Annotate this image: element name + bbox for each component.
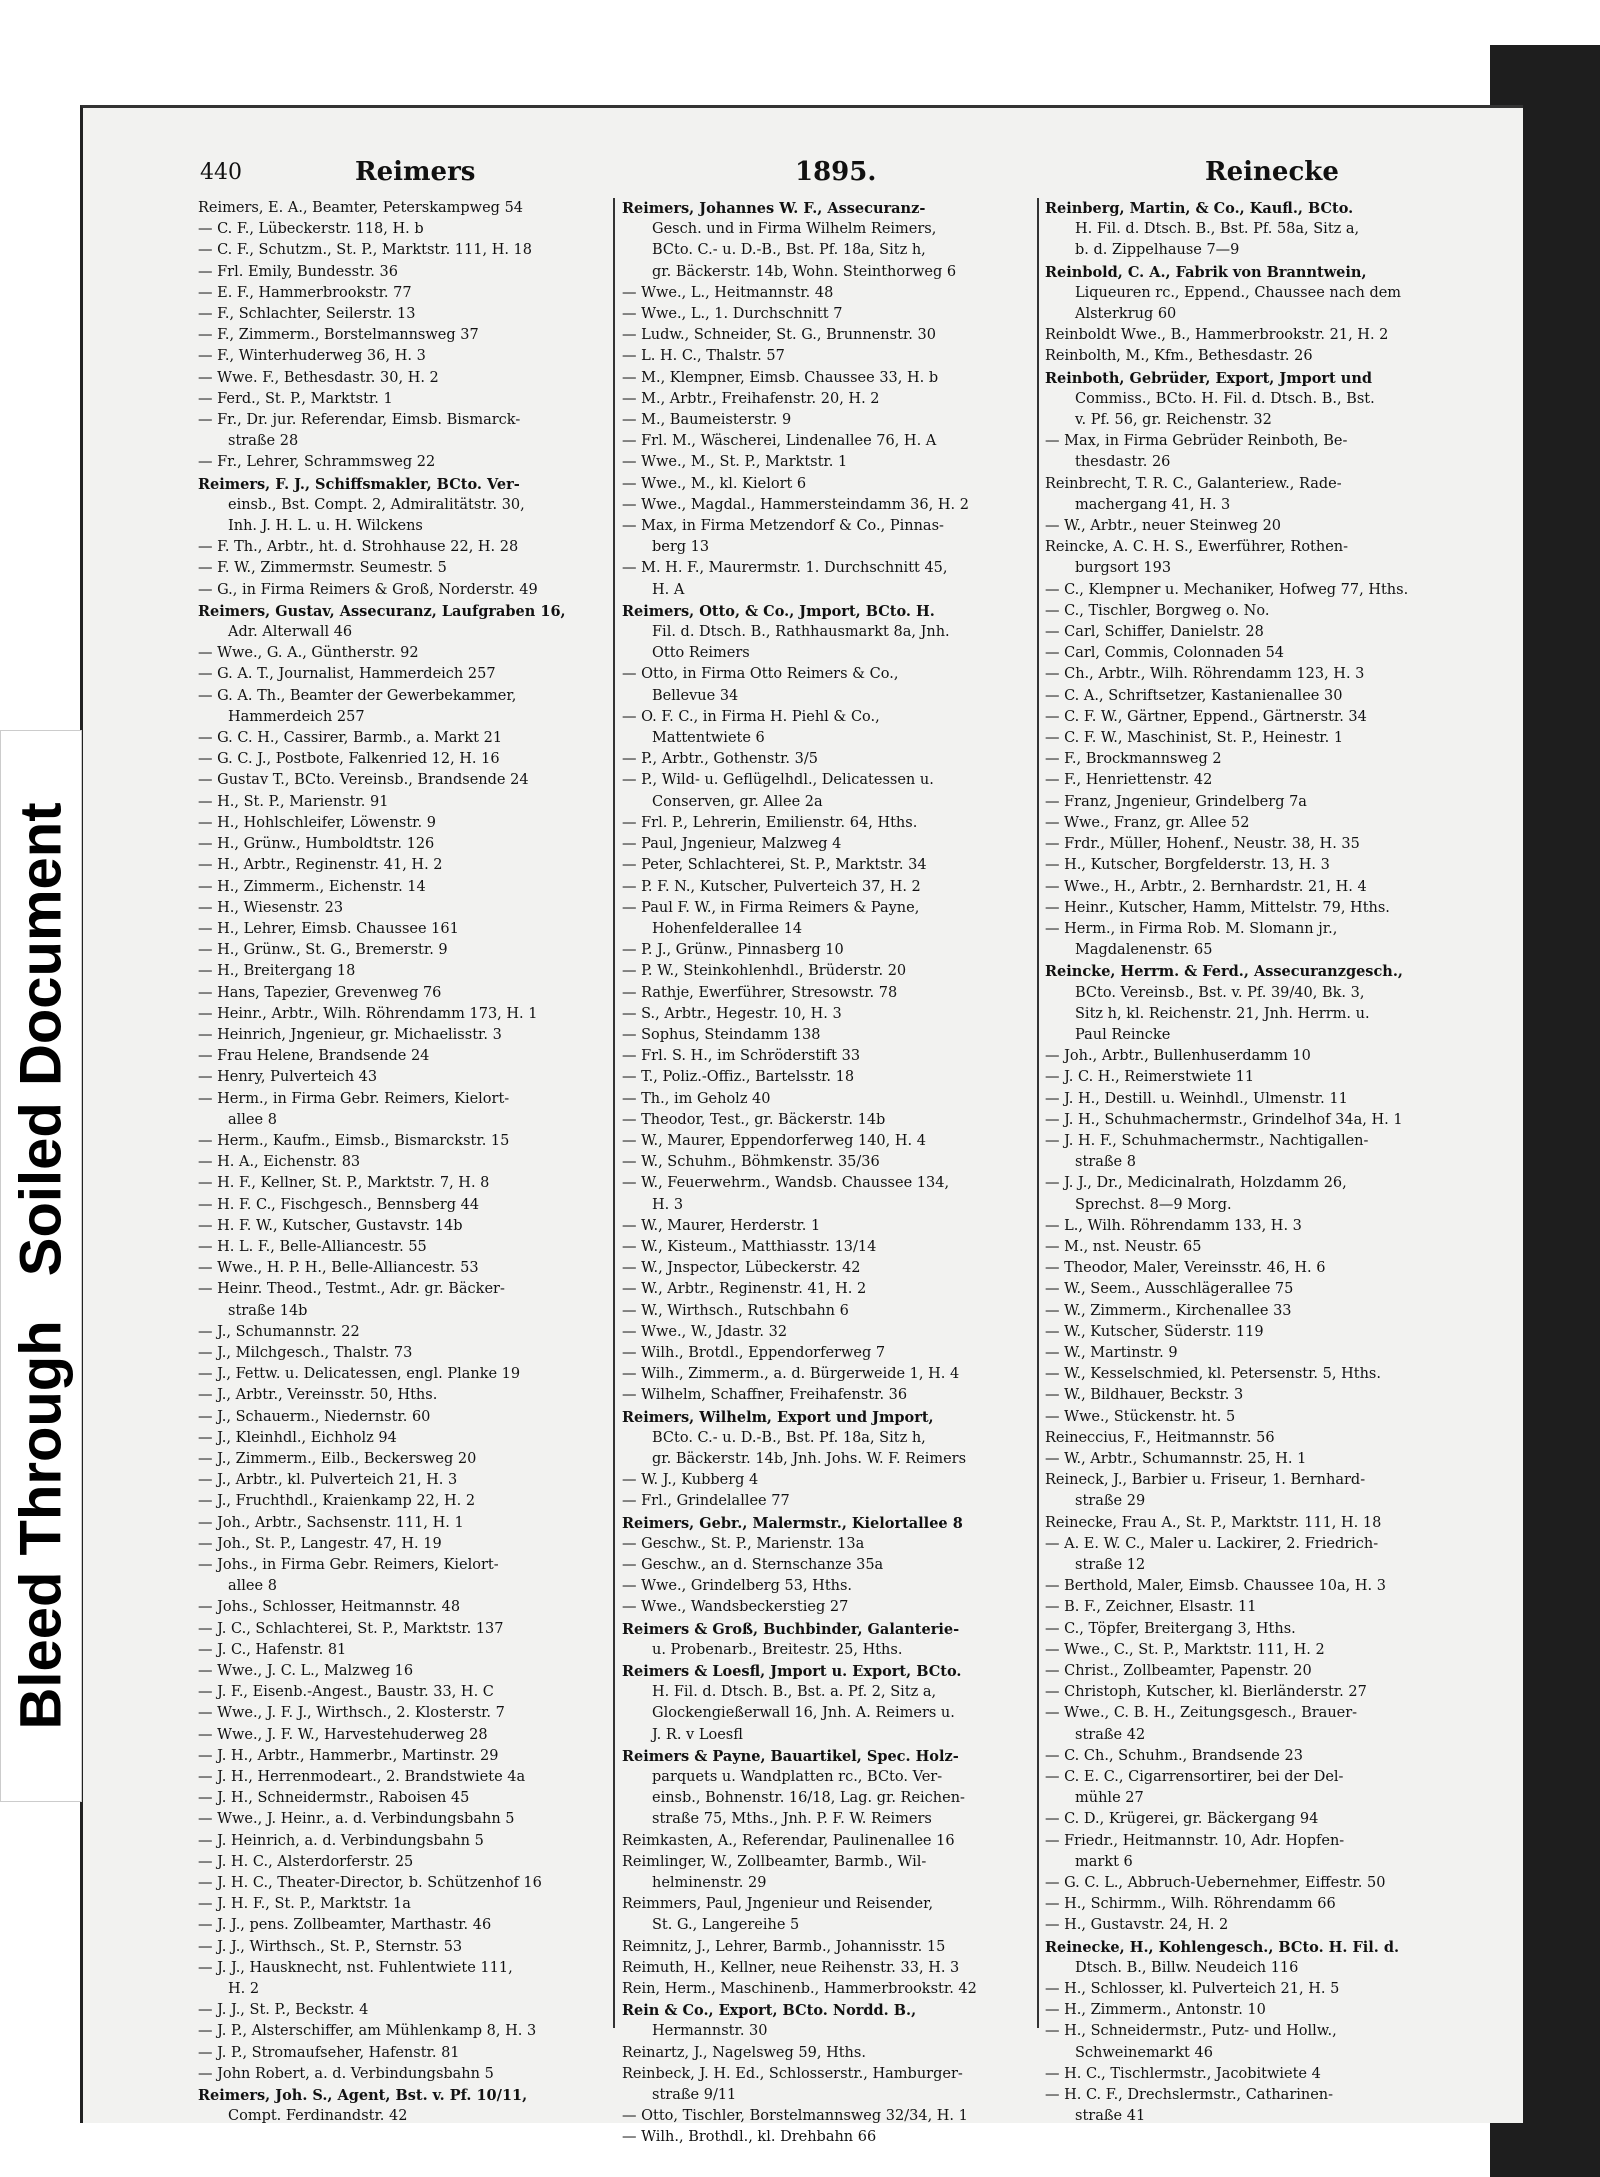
directory-entry: — G. A. T., Journalist, Hammerdeich 257 <box>198 666 496 683</box>
directory-entry: — Herm., in Firma Rob. M. Slomann jr., <box>1045 920 1338 937</box>
directory-entry: — H. L. F., Belle-Alliancestr. 55 <box>198 1238 427 1255</box>
directory-entry: — C. A., Schriftsetzer, Kastanienallee 30 <box>1045 687 1343 704</box>
directory-entry: — J. H. C., Alsterdorferstr. 25 <box>198 1853 414 1870</box>
directory-entry: St. G., Langereihe 5 <box>652 1917 800 1934</box>
directory-entry: — H., Wiesenstr. 23 <box>198 899 344 916</box>
directory-entry: — J. J., Wirthsch., St. P., Sternstr. 53 <box>198 1938 463 1955</box>
directory-entry: Reinbold, C. A., Fabrik von Branntwein, <box>1045 263 1367 281</box>
directory-entry: Reimers, Gustav, Assecuranz, Laufgraben 16, <box>198 602 566 620</box>
directory-entry: straße 75, Mths., Jnh. P. F. W. Reimers <box>652 1811 932 1828</box>
directory-entry: — J., Milchgesch., Thalstr. 73 <box>198 1344 413 1361</box>
directory-entry: — W., Wirthsch., Rutschbahn 6 <box>622 1302 849 1319</box>
directory-entry: — M., Baumeisterstr. 9 <box>622 412 792 429</box>
directory-entry: — Wwe., J. Heinr., a. d. Verbindungsbahn 5 <box>198 1811 515 1828</box>
directory-entry: Otto Reimers <box>652 645 750 662</box>
directory-entry: Glockengießerwall 16, Jnh. A. Reimers u. <box>652 1705 955 1722</box>
directory-entry: — J., Kleinhdl., Eichholz 94 <box>198 1429 397 1446</box>
directory-entry: — Frl., Grindelallee 77 <box>622 1493 790 1510</box>
page-number: 440 <box>200 160 242 185</box>
directory-entry: Paul Reincke <box>1075 1026 1171 1043</box>
directory-entry: — Theodor, Maler, Vereinsstr. 46, H. 6 <box>1045 1260 1326 1277</box>
directory-entry: — C. F., Schutzm., St. P., Marktstr. 111, H. 18 <box>198 242 533 259</box>
directory-entry: — J. H. F., St. P., Marktstr. 1a <box>198 1896 411 1913</box>
directory-entry: allee 8 <box>228 1578 277 1595</box>
directory-entry: — Joh., St. P., Langestr. 47, H. 19 <box>198 1535 442 1552</box>
directory-entry: Alsterkrug 60 <box>1075 306 1177 323</box>
directory-entry: berg 13 <box>652 539 710 556</box>
directory-entry: — J. Heinrich, a. d. Verbindungsbahn 5 <box>198 1832 484 1849</box>
directory-entry: straße 28 <box>228 433 299 450</box>
directory-entry: u. Probenarb., Breitestr. 25, Hths. <box>652 1641 903 1658</box>
directory-entry: — Wwe., Wandsbeckerstieg 27 <box>622 1599 849 1616</box>
directory-entry: Reincke, Herrm. & Ferd., Assecuranzgesch., <box>1045 963 1403 981</box>
directory-entry: — J., Arbtr., kl. Pulverteich 21, H. 3 <box>198 1472 458 1489</box>
directory-entry: — Joh., Arbtr., Bullenhuserdamm 10 <box>1045 1048 1311 1065</box>
directory-entry: — P., Arbtr., Gothenstr. 3/5 <box>622 751 818 768</box>
directory-entry: — H., Kutscher, Borgfelderstr. 13, H. 3 <box>1045 857 1330 874</box>
directory-entry: Reimers & Groß, Buchbinder, Galanterie- <box>622 1620 960 1638</box>
directory-entry: — H., Schneidermstr., Putz- und Hollw., <box>1045 2023 1337 2040</box>
directory-entry: — C., Tischler, Borgweg o. No. <box>1045 602 1270 619</box>
directory-entry: — W., Arbtr., neuer Steinweg 20 <box>1045 518 1282 535</box>
directory-entry: — J. H., Arbtr., Hammerbr., Martinstr. 29 <box>198 1747 499 1764</box>
directory-entry: — Wwe., G. A., Güntherstr. 92 <box>198 645 419 662</box>
directory-entry: Reinartz, J., Nagelsweg 59, Hths. <box>622 2044 866 2061</box>
directory-entry: — C. F. W., Gärtner, Eppend., Gärtnerstr. 34 <box>1045 708 1367 725</box>
directory-entry: Commiss., BCto. H. Fil. d. Dtsch. B., Bst. <box>1075 390 1375 407</box>
directory-entry: Reimers, E. A., Beamter, Peterskampweg 54 <box>198 200 524 216</box>
directory-column-3 <box>1045 198 1465 2125</box>
directory-entry: — F., Winterhuderweg 36, H. 3 <box>198 348 426 365</box>
directory-entry: — H., Breitergang 18 <box>198 963 356 980</box>
directory-entry: — W., Zimmerm., Kirchenallee 33 <box>1045 1302 1292 1319</box>
directory-entry: Conserven, gr. Allee 2a <box>652 793 823 810</box>
directory-entry: v. Pf. 56, gr. Reichenstr. 32 <box>1075 412 1272 429</box>
directory-entry: — Otto, Tischler, Borstelmannsweg 32/34, H. 1 <box>622 2108 968 2125</box>
directory-entry: — J. C., Hafenstr. 81 <box>198 1641 347 1658</box>
directory-entry: — H. F. W., Kutscher, Gustavstr. 14b <box>198 1217 463 1234</box>
directory-entry: — H. C., Tischlermstr., Jacobitwiete 4 <box>1045 2065 1321 2082</box>
directory-entry: Reineccius, F., Heitmannstr. 56 <box>1045 1429 1275 1446</box>
directory-entry: allee 8 <box>228 1111 277 1128</box>
directory-entry: straße 9/11 <box>652 2087 737 2104</box>
directory-entry: Rein & Co., Export, BCto. Nordd. B., <box>622 2002 917 2020</box>
directory-entry: — Wwe., H. P. H., Belle-Alliancestr. 53 <box>198 1260 479 1277</box>
directory-entry: — M., Arbtr., Freihafenstr. 20, H. 2 <box>622 390 880 407</box>
directory-entry: — W. J., Kubberg 4 <box>622 1472 759 1489</box>
directory-entry: straße 14b <box>228 1302 308 1319</box>
directory-entry: — M., Klempner, Eimsb. Chaussee 33, H. b <box>622 369 939 386</box>
directory-entry: — J. J., Hausknecht, nst. Fuhlentwiete 111, <box>198 1959 513 1976</box>
directory-entry: — Wwe., Franz, gr. Allee 52 <box>1045 814 1250 831</box>
column-rule <box>1037 198 1039 2028</box>
directory-entry: — C. E. C., Cigarrensortirer, bei der Del- <box>1045 1769 1344 1786</box>
directory-entry: — Fr., Dr. jur. Referendar, Eimsb. Bismarck- <box>198 412 521 429</box>
directory-entry: — J. J., St. P., Beckstr. 4 <box>198 2002 369 2019</box>
directory-entry: — Rathje, Ewerführer, Stresowstr. 78 <box>622 984 898 1001</box>
directory-entry: Reimers, Gebr., Malermstr., Kielortallee 8 <box>622 1514 963 1532</box>
directory-entry: — F., Henriettenstr. 42 <box>1045 772 1213 789</box>
directory-entry: — Max, in Firma Metzendorf & Co., Pinnas- <box>622 518 944 535</box>
directory-entry: — J., Schumannstr. 22 <box>198 1323 360 1340</box>
directory-entry: — O. F. C., in Firma H. Piehl & Co., <box>622 708 880 725</box>
directory-entry: Sprechst. 8—9 Morg. <box>1075 1196 1232 1213</box>
directory-entry: — Carl, Commis, Colonnaden 54 <box>1045 645 1285 662</box>
directory-entry: Reimers, Wilhelm, Export und Jmport, <box>622 1408 934 1426</box>
directory-entry: — W., Kesselschmied, kl. Petersenstr. 5, Hths. <box>1045 1366 1381 1383</box>
directory-entry: Inh. J. H. L. u. H. Wilckens <box>228 518 423 535</box>
directory-entry: — J. C., Schlachterei, St. P., Marktstr. 137 <box>198 1620 504 1637</box>
directory-entry: — J. P., Alsterschiffer, am Mühlenkamp 8, H. 3 <box>198 2023 537 2040</box>
directory-entry: — Herm., Kaufm., Eimsb., Bismarckstr. 15 <box>198 1132 510 1149</box>
directory-entry: — Wwe., L., Heitmannstr. 48 <box>622 284 834 301</box>
directory-entry: — F. Th., Arbtr., ht. d. Strohhause 22, H. 28 <box>198 539 519 556</box>
directory-entry: straße 12 <box>1075 1557 1146 1573</box>
directory-entry: — F., Zimmerm., Borstelmannsweg 37 <box>198 327 479 344</box>
directory-entry: — H., Schlosser, kl. Pulverteich 21, H. 5 <box>1045 1981 1340 1998</box>
directory-entry: Reimers, Otto, & Co., Jmport, BCto. H. <box>622 602 935 620</box>
directory-entry: J. R. v Loesfl <box>652 1726 743 1743</box>
directory-entry: — E. F., Hammerbrookstr. 77 <box>198 284 412 301</box>
directory-entry: — Geschw., St. P., Marienstr. 13a <box>622 1535 865 1552</box>
directory-entry: — M., nst. Neustr. 65 <box>1045 1238 1202 1255</box>
directory-entry: — W., Kisteum., Matthiasstr. 13/14 <box>622 1238 877 1255</box>
directory-entry: — Th., im Geholz 40 <box>622 1090 771 1107</box>
directory-entry: BCto. C.- u. D.-B., Bst. Pf. 18a, Sitz h, <box>652 242 926 259</box>
directory-entry: Magdalenenstr. 65 <box>1075 942 1213 959</box>
directory-entry: — G. C. J., Postbote, Falkenried 12, H. 16 <box>198 751 500 768</box>
directory-entry: — H. A., Eichenstr. 83 <box>198 1154 361 1171</box>
year-heading: 1895. <box>795 157 877 187</box>
directory-entry: — H., Zimmerm., Antonstr. 10 <box>1045 2002 1266 2019</box>
directory-entry: — M. H. F., Maurermstr. 1. Durchschnitt 45, <box>622 560 948 577</box>
directory-entry: — Paul, Jngenieur, Malzweg 4 <box>622 836 842 853</box>
directory-entry: — Theodor, Test., gr. Bäckerstr. 14b <box>622 1111 886 1128</box>
directory-entry: — H., Arbtr., Reginenstr. 41, H. 2 <box>198 857 443 874</box>
directory-entry: — W., Feuerwehrm., Wandsb. Chaussee 134, <box>622 1175 950 1192</box>
directory-entry: — C. F., Lübeckerstr. 118, H. b <box>198 221 424 238</box>
directory-entry: Reimuth, H., Kellner, neue Reihenstr. 33, H. 3 <box>622 1959 960 1976</box>
directory-entry: Reimmers, Paul, Jngenieur und Reisender, <box>622 1896 934 1913</box>
directory-entry: — Peter, Schlachterei, St. P., Marktstr. 34 <box>622 857 927 874</box>
directory-entry: — H., Hohlschleifer, Löwenstr. 9 <box>198 814 436 831</box>
directory-entry: — J. H., Schuhmachermstr., Grindelhof 34a, H. 1 <box>1045 1111 1403 1128</box>
directory-entry: Hermannstr. 30 <box>652 2023 768 2040</box>
directory-entry: — H., Grünw., Humboldtstr. 126 <box>198 836 435 853</box>
directory-entry: markt 6 <box>1075 1853 1133 1870</box>
directory-entry: Bellevue 34 <box>652 687 739 704</box>
directory-entry: — J. H., Herrenmodeart., 2. Brandstwiete 4a <box>198 1769 526 1786</box>
directory-entry: — W., Maurer, Eppendorferweg 140, H. 4 <box>622 1132 926 1149</box>
directory-entry: — Wilh., Brothdl., kl. Drehbahn 66 <box>622 2129 877 2146</box>
directory-entry: — Wwe., C., St. P., Marktstr. 111, H. 2 <box>1045 1641 1325 1658</box>
directory-entry: — Frl. Emily, Bundesstr. 36 <box>198 263 398 280</box>
directory-entry: — Frau Helene, Brandsende 24 <box>198 1048 430 1065</box>
directory-entry: — W., Arbtr., Reginenstr. 41, H. 2 <box>622 1281 867 1298</box>
directory-entry: Dtsch. B., Billw. Neudeich 116 <box>1075 1959 1299 1976</box>
directory-entry: machergang 41, H. 3 <box>1075 496 1231 513</box>
directory-entry: — C., Töpfer, Breitergang 3, Hths. <box>1045 1620 1296 1637</box>
directory-entry: einsb., Bohnenstr. 16/18, Lag. gr. Reichen- <box>652 1790 965 1807</box>
directory-entry: — J., Schauerm., Niedernstr. 60 <box>198 1408 431 1425</box>
directory-entry: — Otto, in Firma Otto Reimers & Co., <box>622 666 899 683</box>
directory-entry: — Wwe., J. C. L., Malzweg 16 <box>198 1663 414 1680</box>
directory-entry: — H., Grünw., St. G., Bremerstr. 9 <box>198 942 448 959</box>
directory-entry: H. 3 <box>652 1196 684 1213</box>
directory-entry: — G. C. L., Abbruch-Uebernehmer, Eiffestr. 50 <box>1045 1875 1386 1892</box>
page-header <box>200 155 1450 195</box>
directory-entry: Reineck, J., Barbier u. Friseur, 1. Bernhard- <box>1045 1472 1366 1489</box>
directory-entry: — Herm., in Firma Gebr. Reimers, Kielort- <box>198 1090 510 1107</box>
directory-entry: — P. W., Steinkohlenhdl., Brüderstr. 20 <box>622 963 907 980</box>
directory-entry: — Wwe., L., 1. Durchschnitt 7 <box>622 306 843 323</box>
directory-entry: — Wwe., Stückenstr. ht. 5 <box>1045 1408 1236 1425</box>
directory-entry: — J., Zimmerm., Eilb., Beckersweg 20 <box>198 1450 477 1467</box>
directory-entry: Sitz h, kl. Reichenstr. 21, Jnh. Herrm. u. <box>1075 1005 1370 1022</box>
directory-entry: Hammerdeich 257 <box>228 708 365 725</box>
directory-entry: b. d. Zippelhause 7—9 <box>1075 242 1240 259</box>
directory-entry: — Wwe., C. B. H., Zeitungsgesch., Brauer- <box>1045 1705 1358 1722</box>
directory-entry: Liqueuren rc., Eppend., Chaussee nach dem <box>1075 284 1402 301</box>
directory-entry: Schweinemarkt 46 <box>1075 2044 1213 2061</box>
directory-entry: Reinboth, Gebrüder, Export, Jmport und <box>1045 369 1373 387</box>
directory-entry: thesdastr. 26 <box>1075 454 1171 471</box>
directory-entry: BCto. C.- u. D.-B., Bst. Pf. 18a, Sitz h, <box>652 1429 926 1446</box>
directory-entry: — Gustav T., BCto. Vereinsb., Brandsende 24 <box>198 772 529 789</box>
directory-entry: — J., Fruchthdl., Kraienkamp 22, H. 2 <box>198 1493 476 1510</box>
directory-entry: — Wilh., Zimmerm., a. d. Bürgerweide 1, H. 4 <box>622 1366 960 1383</box>
directory-entry: — Heinr., Kutscher, Hamm, Mittelstr. 79, Hths. <box>1045 899 1390 916</box>
directory-entry: Reinecke, H., Kohlengesch., BCto. H. Fil. d. <box>1045 1938 1400 1956</box>
directory-entry: straße 8 <box>1075 1154 1136 1171</box>
directory-entry: — W., Schuhm., Böhmkenstr. 35/36 <box>622 1154 880 1171</box>
directory-entry: — T., Poliz.-Offiz., Bartelsstr. 18 <box>622 1069 855 1086</box>
directory-entry: — C. D., Krügerei, gr. Bäckergang 94 <box>1045 1811 1319 1828</box>
condition-stamp <box>0 730 82 1802</box>
directory-entry: — Frdr., Müller, Hohenf., Neustr. 38, H. 35 <box>1045 836 1360 853</box>
directory-entry: — Wwe. F., Bethesdastr. 30, H. 2 <box>198 369 439 386</box>
directory-entry: — Sophus, Steindamm 138 <box>622 1026 821 1043</box>
directory-entry: — Wwe., W., Jdastr. 32 <box>622 1323 788 1340</box>
directory-entry: — Christoph, Kutscher, kl. Bierländerstr. 27 <box>1045 1684 1367 1701</box>
directory-entry: H. Fil. d. Dtsch. B., Bst. Pf. 58a, Sitz a, <box>1075 221 1360 238</box>
directory-entry: — H. C. F., Drechslermstr., Catharinen- <box>1045 2087 1334 2104</box>
directory-entry: straße 29 <box>1075 1493 1146 1510</box>
left-running-head: Reimers <box>355 157 476 187</box>
directory-entry: — W., Bildhauer, Beckstr. 3 <box>1045 1387 1244 1404</box>
directory-entry: Fil. d. Dtsch. B., Rathhausmarkt 8a, Jnh. <box>652 624 950 641</box>
directory-column-2 <box>622 198 1032 2146</box>
directory-entry: — Wwe., J. F. J., Wirthsch., 2. Klosterstr. 7 <box>198 1705 505 1722</box>
directory-entry: — A. E. W. C., Maler u. Lackirer, 2. Friedrich- <box>1045 1535 1379 1552</box>
directory-entry: — Franz, Jngenieur, Grindelberg 7a <box>1045 793 1307 810</box>
directory-entry: — Hans, Tapezier, Grevenweg 76 <box>198 984 442 1001</box>
directory-entry: — H., St. P., Marienstr. 91 <box>198 793 389 810</box>
directory-entry: — B. F., Zeichner, Elsastr. 11 <box>1045 1599 1257 1616</box>
directory-entry: — H. F., Kellner, St. P., Marktstr. 7, H. 8 <box>198 1175 490 1192</box>
directory-entry: Reimers & Payne, Bauartikel, Spec. Holz- <box>622 1747 959 1765</box>
directory-entry: — Fr., Lehrer, Schrammsweg 22 <box>198 454 436 471</box>
next-page-edge <box>1568 198 1598 2078</box>
directory-entry: — F., Schlachter, Seilerstr. 13 <box>198 306 416 323</box>
directory-entry: — C., Klempner u. Mechaniker, Hofweg 77, Hths. <box>1045 581 1409 598</box>
stamp-line-bleed: Bleed Through <box>8 1320 74 1730</box>
directory-entry: Adr. Alterwall 46 <box>228 624 353 641</box>
directory-entry: — Frl. S. H., im Schröderstift 33 <box>622 1048 861 1065</box>
directory-entry: — H., Gustavstr. 24, H. 2 <box>1045 1917 1229 1934</box>
column-rule <box>613 198 615 2028</box>
directory-entry: — Johs., in Firma Gebr. Reimers, Kielort- <box>198 1557 499 1573</box>
directory-entry: — W., Arbtr., Schumannstr. 25, H. 1 <box>1045 1450 1307 1467</box>
directory-entry: — Berthold, Maler, Eimsb. Chaussee 10a, H. 3 <box>1045 1578 1386 1595</box>
directory-entry: — Wilh., Brotdl., Eppendorferweg 7 <box>622 1344 886 1361</box>
directory-entry: — J., Arbtr., Vereinsstr. 50, Hths. <box>198 1387 438 1404</box>
directory-entry: — L., Wilh. Röhrendamm 133, H. 3 <box>1045 1217 1302 1234</box>
directory-entry: — H., Schirmm., Wilh. Röhrendamm 66 <box>1045 1896 1336 1913</box>
directory-entry: — Ferd., St. P., Marktstr. 1 <box>198 390 393 407</box>
directory-entry: Reimlinger, W., Zollbeamter, Barmb., Wil- <box>622 1853 927 1870</box>
directory-entry: — Wwe., H., Arbtr., 2. Bernhardstr. 21, H. 4 <box>1045 878 1367 895</box>
directory-entry: — Wwe., M., St. P., Marktstr. 1 <box>622 454 848 471</box>
directory-entry: — C. F. W., Maschinist, St. P., Heinestr. 1 <box>1045 730 1344 747</box>
directory-entry: Reimers & Loesfl, Jmport u. Export, BCto. <box>622 1663 962 1681</box>
directory-entry: — Heinr. Theod., Testmt., Adr. gr. Bäcker- <box>198 1281 505 1298</box>
right-running-head: Reinecke <box>1205 157 1339 187</box>
directory-entry: — P., Wild- u. Geflügelhdl., Delicatessen u. <box>622 772 934 789</box>
directory-entry: einsb., Bst. Compt. 2, Admiralitätstr. 30, <box>228 496 525 513</box>
directory-entry: — J. H. F., Schuhmachermstr., Nachtigallen- <box>1045 1132 1369 1149</box>
directory-entry: Hohenfelderallee 14 <box>652 920 803 937</box>
directory-entry: — W., Jnspector, Lübeckerstr. 42 <box>622 1260 861 1277</box>
directory-entry: — C. Ch., Schuhm., Brandsende 23 <box>1045 1747 1303 1764</box>
directory-entry: Reinbolth, M., Kfm., Bethesdastr. 26 <box>1045 348 1313 365</box>
stamp-line-soiled: Soiled Document <box>8 802 74 1277</box>
directory-entry: H. A <box>652 581 685 598</box>
directory-entry: — Wilhelm, Schaffner, Freihafenstr. 36 <box>622 1387 908 1404</box>
directory-entry: H. Fil. d. Dtsch. B., Bst. a. Pf. 2, Sitz a, <box>652 1684 937 1701</box>
directory-entry: — G. C. H., Cassirer, Barmb., a. Markt 21 <box>198 730 503 747</box>
directory-entry: burgsort 193 <box>1075 560 1172 577</box>
directory-entry: — Henry, Pulverteich 43 <box>198 1069 378 1086</box>
directory-entry: Reimers, Joh. S., Agent, Bst. v. Pf. 10/11, <box>198 2087 528 2105</box>
condition-stamp-text <box>8 736 75 1796</box>
directory-entry: — Wwe., J. F. W., Harvestehuderweg 28 <box>198 1726 488 1743</box>
directory-entry: straße 42 <box>1075 1726 1146 1743</box>
directory-entry: — Johs., Schlosser, Heitmannstr. 48 <box>198 1599 461 1616</box>
directory-entry: — F. W., Zimmermstr. Seumestr. 5 <box>198 560 447 577</box>
directory-entry: Reimnitz, J., Lehrer, Barmb., Johannisstr. 15 <box>622 1938 946 1955</box>
directory-entry: Reimers, Johannes W. F., Assecuranz- <box>622 200 926 217</box>
directory-entry: — J. H. C., Theater-Director, b. Schützenhof 16 <box>198 1875 542 1892</box>
directory-entry: — W., Maurer, Herderstr. 1 <box>622 1217 821 1234</box>
directory-entry: — J. J., pens. Zollbeamter, Marthastr. 46 <box>198 1917 492 1934</box>
directory-entry: — Ludw., Schneider, St. G., Brunnenstr. 30 <box>622 327 936 344</box>
directory-entry: — Max, in Firma Gebrüder Reinboth, Be- <box>1045 433 1348 450</box>
directory-entry: H. 2 <box>228 1981 260 1998</box>
directory-entry: helminenstr. 29 <box>652 1875 767 1892</box>
directory-entry: — L. H. C., Thalstr. 57 <box>622 348 785 365</box>
directory-entry: — H. F. C., Fischgesch., Bennsberg 44 <box>198 1196 480 1213</box>
directory-entry: gr. Bäckerstr. 14b, Wohn. Steinthorweg 6 <box>652 263 957 280</box>
directory-entry: — Wwe., M., kl. Kielort 6 <box>622 475 807 492</box>
directory-entry: — Frl. M., Wäscherei, Lindenallee 76, H. A <box>622 433 937 450</box>
directory-entry: — J. H., Schneidermstr., Raboisen 45 <box>198 1790 470 1807</box>
directory-entry: — Heinrich, Jngenieur, gr. Michaelisstr. 3 <box>198 1026 502 1043</box>
directory-entry: BCto. Vereinsb., Bst. v. Pf. 39/40, Bk. 3, <box>1075 984 1365 1001</box>
directory-entry: — J. J., Dr., Medicinalrath, Holzdamm 26, <box>1045 1175 1347 1192</box>
directory-entry: Reimers, F. J., Schiffsmakler, BCto. Ver- <box>198 475 520 493</box>
directory-entry: — H., Lehrer, Eimsb. Chaussee 161 <box>198 920 459 937</box>
directory-entry: — W., Kutscher, Süderstr. 119 <box>1045 1323 1264 1340</box>
directory-entry: Reinboldt Wwe., B., Hammerbrookstr. 21, H. 2 <box>1045 327 1389 344</box>
directory-entry: mühle 27 <box>1075 1790 1144 1807</box>
directory-entry: — Paul F. W., in Firma Reimers & Payne, <box>622 899 920 916</box>
directory-entry: — F., Brockmannsweg 2 <box>1045 751 1222 768</box>
directory-entry: — P. J., Grünw., Pinnasberg 10 <box>622 942 844 959</box>
directory-entry: — J., Fettw. u. Delicatessen, engl. Planke 19 <box>198 1366 521 1383</box>
directory-entry: — Christ., Zollbeamter, Papenstr. 20 <box>1045 1663 1312 1680</box>
directory-entry: Gesch. und in Firma Wilhelm Reimers, <box>652 221 937 238</box>
directory-entry: Reinberg, Martin, & Co., Kaufl., BCto. <box>1045 200 1354 217</box>
directory-entry: Compt. Ferdinandstr. 42 <box>228 2108 408 2125</box>
directory-entry: Reimkasten, A., Referendar, Paulinenallee 16 <box>622 1832 955 1849</box>
directory-entry: — G., in Firma Reimers & Groß, Norderstr. 49 <box>198 581 538 598</box>
directory-entry: — J. C. H., Reimerstwiete 11 <box>1045 1069 1255 1086</box>
directory-entry: — Ch., Arbtr., Wilh. Röhrendamm 123, H. 3 <box>1045 666 1365 683</box>
directory-entry: — W., Seem., Ausschlägerallee 75 <box>1045 1281 1294 1298</box>
directory-entry: Mattentwiete 6 <box>652 730 765 747</box>
directory-column-1 <box>198 198 608 2125</box>
directory-entry: — H., Zimmerm., Eichenstr. 14 <box>198 878 426 895</box>
directory-entry: — P. F. N., Kutscher, Pulverteich 37, H. 2 <box>622 878 921 895</box>
directory-entry: — Wwe., Grindelberg 53, Hths. <box>622 1578 853 1595</box>
directory-entry: straße 41 <box>1075 2108 1146 2125</box>
directory-entry: — John Robert, a. d. Verbindungsbahn 5 <box>198 2065 494 2082</box>
directory-entry: — Joh., Arbtr., Sachsenstr. 111, H. 1 <box>198 1514 464 1531</box>
directory-entry: — G. A. Th., Beamter der Gewerbekammer, <box>198 687 517 704</box>
directory-entry: — Frl. P., Lehrerin, Emilienstr. 64, Hths. <box>622 814 918 831</box>
directory-entry: — Friedr., Heitmannstr. 10, Adr. Hopfen- <box>1045 1832 1345 1849</box>
directory-entry: — Geschw., an d. Sternschanze 35a <box>622 1557 884 1573</box>
directory-entry: Reinbeck, J. H. Ed., Schlosserstr., Hamburger- <box>622 2065 963 2082</box>
directory-entry: — Heinr., Arbtr., Wilh. Röhrendamm 173, H. 1 <box>198 1005 538 1022</box>
directory-entry: — W., Martinstr. 9 <box>1045 1344 1178 1361</box>
directory-entry: — J. F., Eisenb.-Angest., Baustr. 33, H. C <box>198 1684 494 1701</box>
directory-entry: — J. P., Stromaufseher, Hafenstr. 81 <box>198 2044 460 2061</box>
directory-entry: — Wwe., Magdal., Hammersteindamm 36, H. 2 <box>622 496 969 513</box>
directory-entry: parquets u. Wandplatten rc., BCto. Ver- <box>652 1769 943 1786</box>
directory-entry: Reincke, A. C. H. S., Ewerführer, Rothen- <box>1045 539 1349 556</box>
directory-entry: — Carl, Schiffer, Danielstr. 28 <box>1045 624 1264 641</box>
directory-entry: — J. H., Destill. u. Weinhdl., Ulmenstr. 11 <box>1045 1090 1348 1107</box>
directory-entry: gr. Bäckerstr. 14b, Jnh. Johs. W. F. Reimers <box>652 1450 967 1467</box>
directory-entry: — S., Arbtr., Hegestr. 10, H. 3 <box>622 1005 842 1022</box>
directory-entry: Reinecke, Frau A., St. P., Marktstr. 111, H. 18 <box>1045 1514 1382 1531</box>
directory-entry: Reinbrecht, T. R. C., Galanteriew., Rade- <box>1045 475 1342 492</box>
directory-entry: Rein, Herm., Maschinenb., Hammerbrookstr. 42 <box>622 1981 977 1998</box>
